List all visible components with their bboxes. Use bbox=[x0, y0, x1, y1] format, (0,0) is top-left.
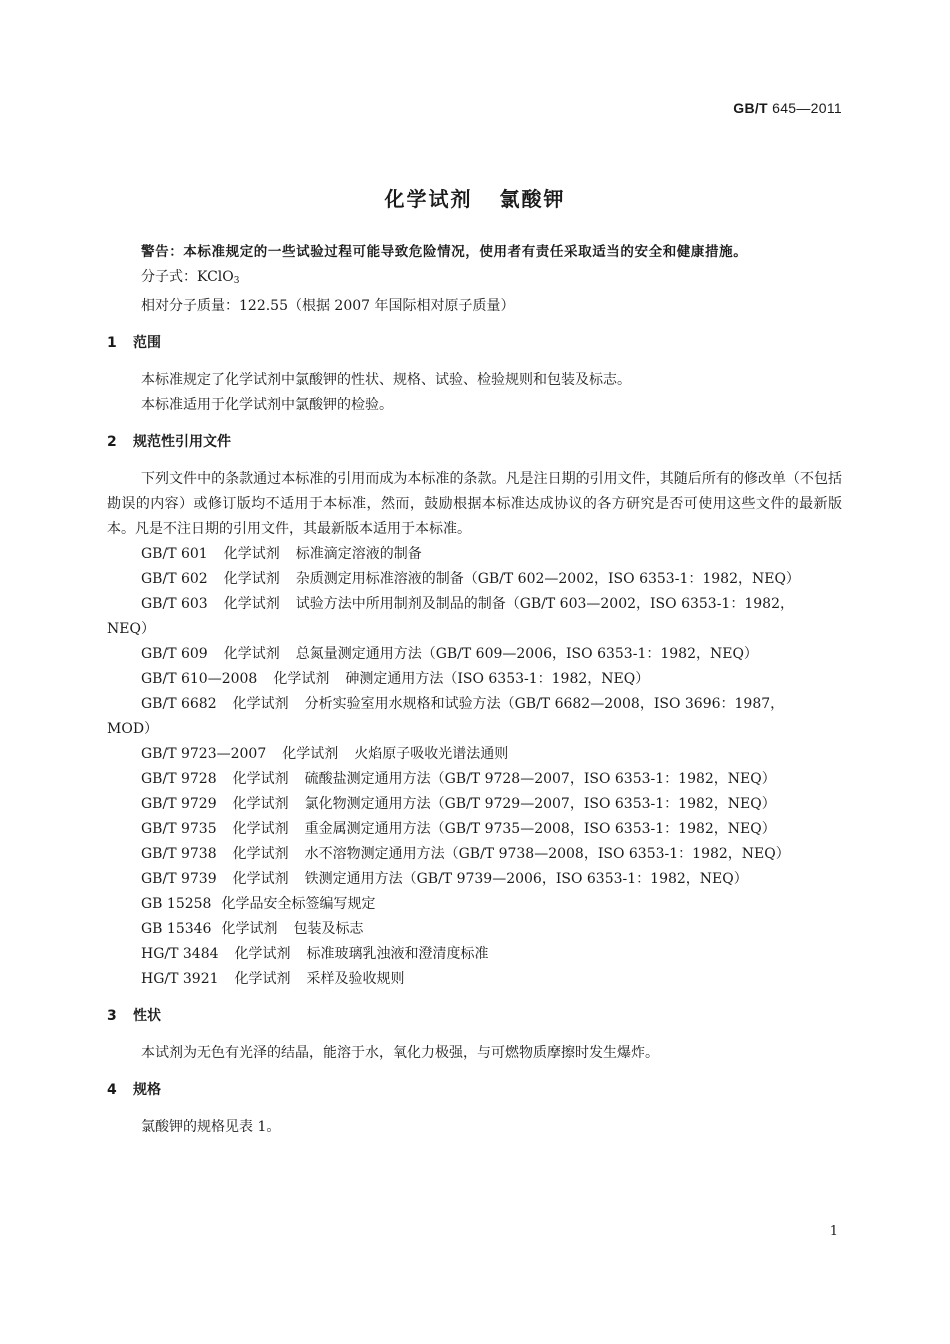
page-number: 1 bbox=[829, 1224, 838, 1239]
reference-code: GB/T 603 bbox=[141, 596, 208, 612]
section-2-heading bbox=[107, 430, 842, 455]
reference-code: GB/T 609 bbox=[141, 646, 208, 662]
reference-title: 砷测定通用方法（ISO 6353-1：1982，NEQ） bbox=[345, 671, 650, 687]
standard-code: 645—2011 bbox=[772, 100, 842, 116]
reference-category: 化学试剂 bbox=[232, 796, 289, 812]
reference-category: 化学试剂 bbox=[223, 596, 280, 612]
reference-item bbox=[107, 767, 842, 792]
section-1-paragraph: 本标准适用于化学试剂中氯酸钾的检验。 bbox=[141, 397, 393, 413]
section-3-number: 3 bbox=[107, 1008, 117, 1024]
reference-category: 化学试剂 bbox=[273, 671, 330, 687]
reference-category: 化学试剂 bbox=[223, 546, 280, 562]
reference-category: 化学品安全标签编写规定 bbox=[221, 896, 376, 912]
section-2-intro: 下列文件中的条款通过本标准的引用而成为本标准的条款。凡是注日期的引用文件，其随后所有的修改单（不包括勘误的内容）或修订版均不适用于本标准，然而，鼓励根据本标准达成协议的各方研究是否可使用这些文件的最新版本。凡是不注日期的引用文件，其最新版本适用于本标准。 bbox=[107, 471, 842, 537]
reference-item bbox=[107, 817, 842, 842]
reference-code: GB/T 610—2008 bbox=[141, 671, 258, 687]
reference-continuation: NEQ） bbox=[107, 621, 155, 637]
reference-title: 包装及标志 bbox=[293, 921, 364, 937]
reference-title: 标准玻璃乳浊液和澄清度标准 bbox=[306, 946, 489, 962]
reference-item bbox=[107, 642, 842, 667]
reference-title: 采样及验收规则 bbox=[306, 971, 405, 987]
reference-continuation: MOD） bbox=[107, 721, 159, 737]
reference-code: GB 15258 bbox=[141, 896, 212, 912]
section-2-number: 2 bbox=[107, 434, 117, 450]
reference-title: 氯化物测定通用方法（GB/T 9729—2007，ISO 6353-1：1982，NEQ） bbox=[304, 796, 776, 812]
section-3-text: 本试剂为无色有光泽的结晶，能溶于水，氧化力极强，与可燃物质摩擦时发生爆炸。 bbox=[141, 1045, 659, 1061]
reference-code: GB/T 9739 bbox=[141, 871, 217, 887]
standard-number bbox=[733, 100, 842, 116]
section-4-text: 氯酸钾的规格见表 1。 bbox=[141, 1119, 281, 1135]
section-3-heading bbox=[107, 1004, 842, 1029]
formula-subscript: 3 bbox=[233, 276, 240, 286]
section-4-title: 规格 bbox=[133, 1082, 161, 1098]
reference-item bbox=[107, 542, 842, 567]
molecular-formula bbox=[107, 265, 842, 294]
molecular-mass: 相对分子质量：122.55（根据 2007 年国际相对原子质量） bbox=[141, 298, 515, 314]
reference-code: GB 15346 bbox=[141, 921, 212, 937]
reference-code: GB/T 9729 bbox=[141, 796, 217, 812]
formula-label: 分子式： bbox=[141, 269, 197, 285]
reference-title: 水不溶物测定通用方法（GB/T 9738—2008，ISO 6353-1：1982，NEQ） bbox=[304, 846, 790, 862]
reference-category: 化学试剂 bbox=[234, 971, 291, 987]
section-4-heading bbox=[107, 1078, 842, 1103]
title-part-1: 化学试剂 bbox=[384, 187, 473, 211]
reference-category: 化学试剂 bbox=[223, 646, 280, 662]
document-body bbox=[107, 240, 842, 1140]
reference-item bbox=[107, 967, 842, 992]
reference-category: 化学试剂 bbox=[282, 746, 339, 762]
reference-code: GB/T 602 bbox=[141, 571, 208, 587]
reference-code: GB/T 9723—2007 bbox=[141, 746, 267, 762]
reference-item bbox=[107, 867, 842, 892]
reference-title: 重金属测定通用方法（GB/T 9735—2008，ISO 6353-1：1982，NEQ） bbox=[304, 821, 776, 837]
reference-category: 化学试剂 bbox=[232, 871, 289, 887]
reference-title: 试验方法中所用制剂及制品的制备（GB/T 603—2002，ISO 6353-1：1982， bbox=[295, 596, 794, 612]
reference-title: 硫酸盐测定通用方法（GB/T 9728—2007，ISO 6353-1：1982，NEQ） bbox=[304, 771, 776, 787]
standard-prefix: GB/T bbox=[733, 100, 768, 116]
reference-code: GB/T 601 bbox=[141, 546, 208, 562]
reference-title: 总氮量测定通用方法（GB/T 609—2006，ISO 6353-1：1982，NEQ） bbox=[295, 646, 758, 662]
reference-code: GB/T 9735 bbox=[141, 821, 217, 837]
reference-title: 铁测定通用方法（GB/T 9739—2006，ISO 6353-1：1982，NEQ） bbox=[304, 871, 748, 887]
safety-warning: 警告：本标准规定的一些试验过程可能导致危险情况，使用者有责任采取适当的安全和健康措施。 bbox=[141, 244, 748, 260]
title-part-2: 氯酸钾 bbox=[499, 187, 566, 211]
reference-code: HG/T 3921 bbox=[141, 971, 219, 987]
reference-category: 化学试剂 bbox=[234, 946, 291, 962]
section-4-number: 4 bbox=[107, 1082, 117, 1098]
section-3-title: 性状 bbox=[133, 1008, 161, 1024]
document-title bbox=[0, 183, 950, 212]
reference-category: 化学试剂 bbox=[232, 846, 289, 862]
reference-code: GB/T 9728 bbox=[141, 771, 217, 787]
reference-item bbox=[107, 792, 842, 817]
reference-category: 化学试剂 bbox=[223, 571, 280, 587]
reference-category: 化学试剂 bbox=[232, 771, 289, 787]
reference-code: GB/T 9738 bbox=[141, 846, 217, 862]
reference-category: 化学试剂 bbox=[221, 921, 278, 937]
reference-item bbox=[107, 567, 842, 592]
reference-item bbox=[107, 592, 842, 617]
section-1-title: 范围 bbox=[133, 335, 161, 351]
reference-category: 化学试剂 bbox=[232, 696, 289, 712]
reference-item bbox=[107, 942, 842, 967]
section-1-paragraph: 本标准规定了化学试剂中氯酸钾的性状、规格、试验、检验规则和包装及标志。 bbox=[141, 372, 631, 388]
reference-title: 杂质测定用标准溶液的制备（GB/T 602—2002，ISO 6353-1：1982，NEQ） bbox=[295, 571, 800, 587]
reference-title: 标准滴定溶液的制备 bbox=[295, 546, 422, 562]
reference-item bbox=[107, 842, 842, 867]
reference-item bbox=[107, 917, 842, 942]
reference-item bbox=[107, 742, 842, 767]
section-1-number: 1 bbox=[107, 335, 117, 351]
reference-item bbox=[107, 692, 842, 717]
section-1-heading bbox=[107, 331, 842, 356]
section-2-title: 规范性引用文件 bbox=[133, 434, 231, 450]
reference-code: GB/T 6682 bbox=[141, 696, 217, 712]
reference-title: 分析实验室用水规格和试验方法（GB/T 6682—2008，ISO 3696：1987， bbox=[304, 696, 785, 712]
reference-item bbox=[107, 892, 842, 917]
reference-item bbox=[107, 667, 842, 692]
reference-category: 化学试剂 bbox=[232, 821, 289, 837]
reference-title: 火焰原子吸收光谱法通则 bbox=[354, 746, 509, 762]
formula-main: KClO bbox=[197, 269, 234, 285]
reference-code: HG/T 3484 bbox=[141, 946, 219, 962]
